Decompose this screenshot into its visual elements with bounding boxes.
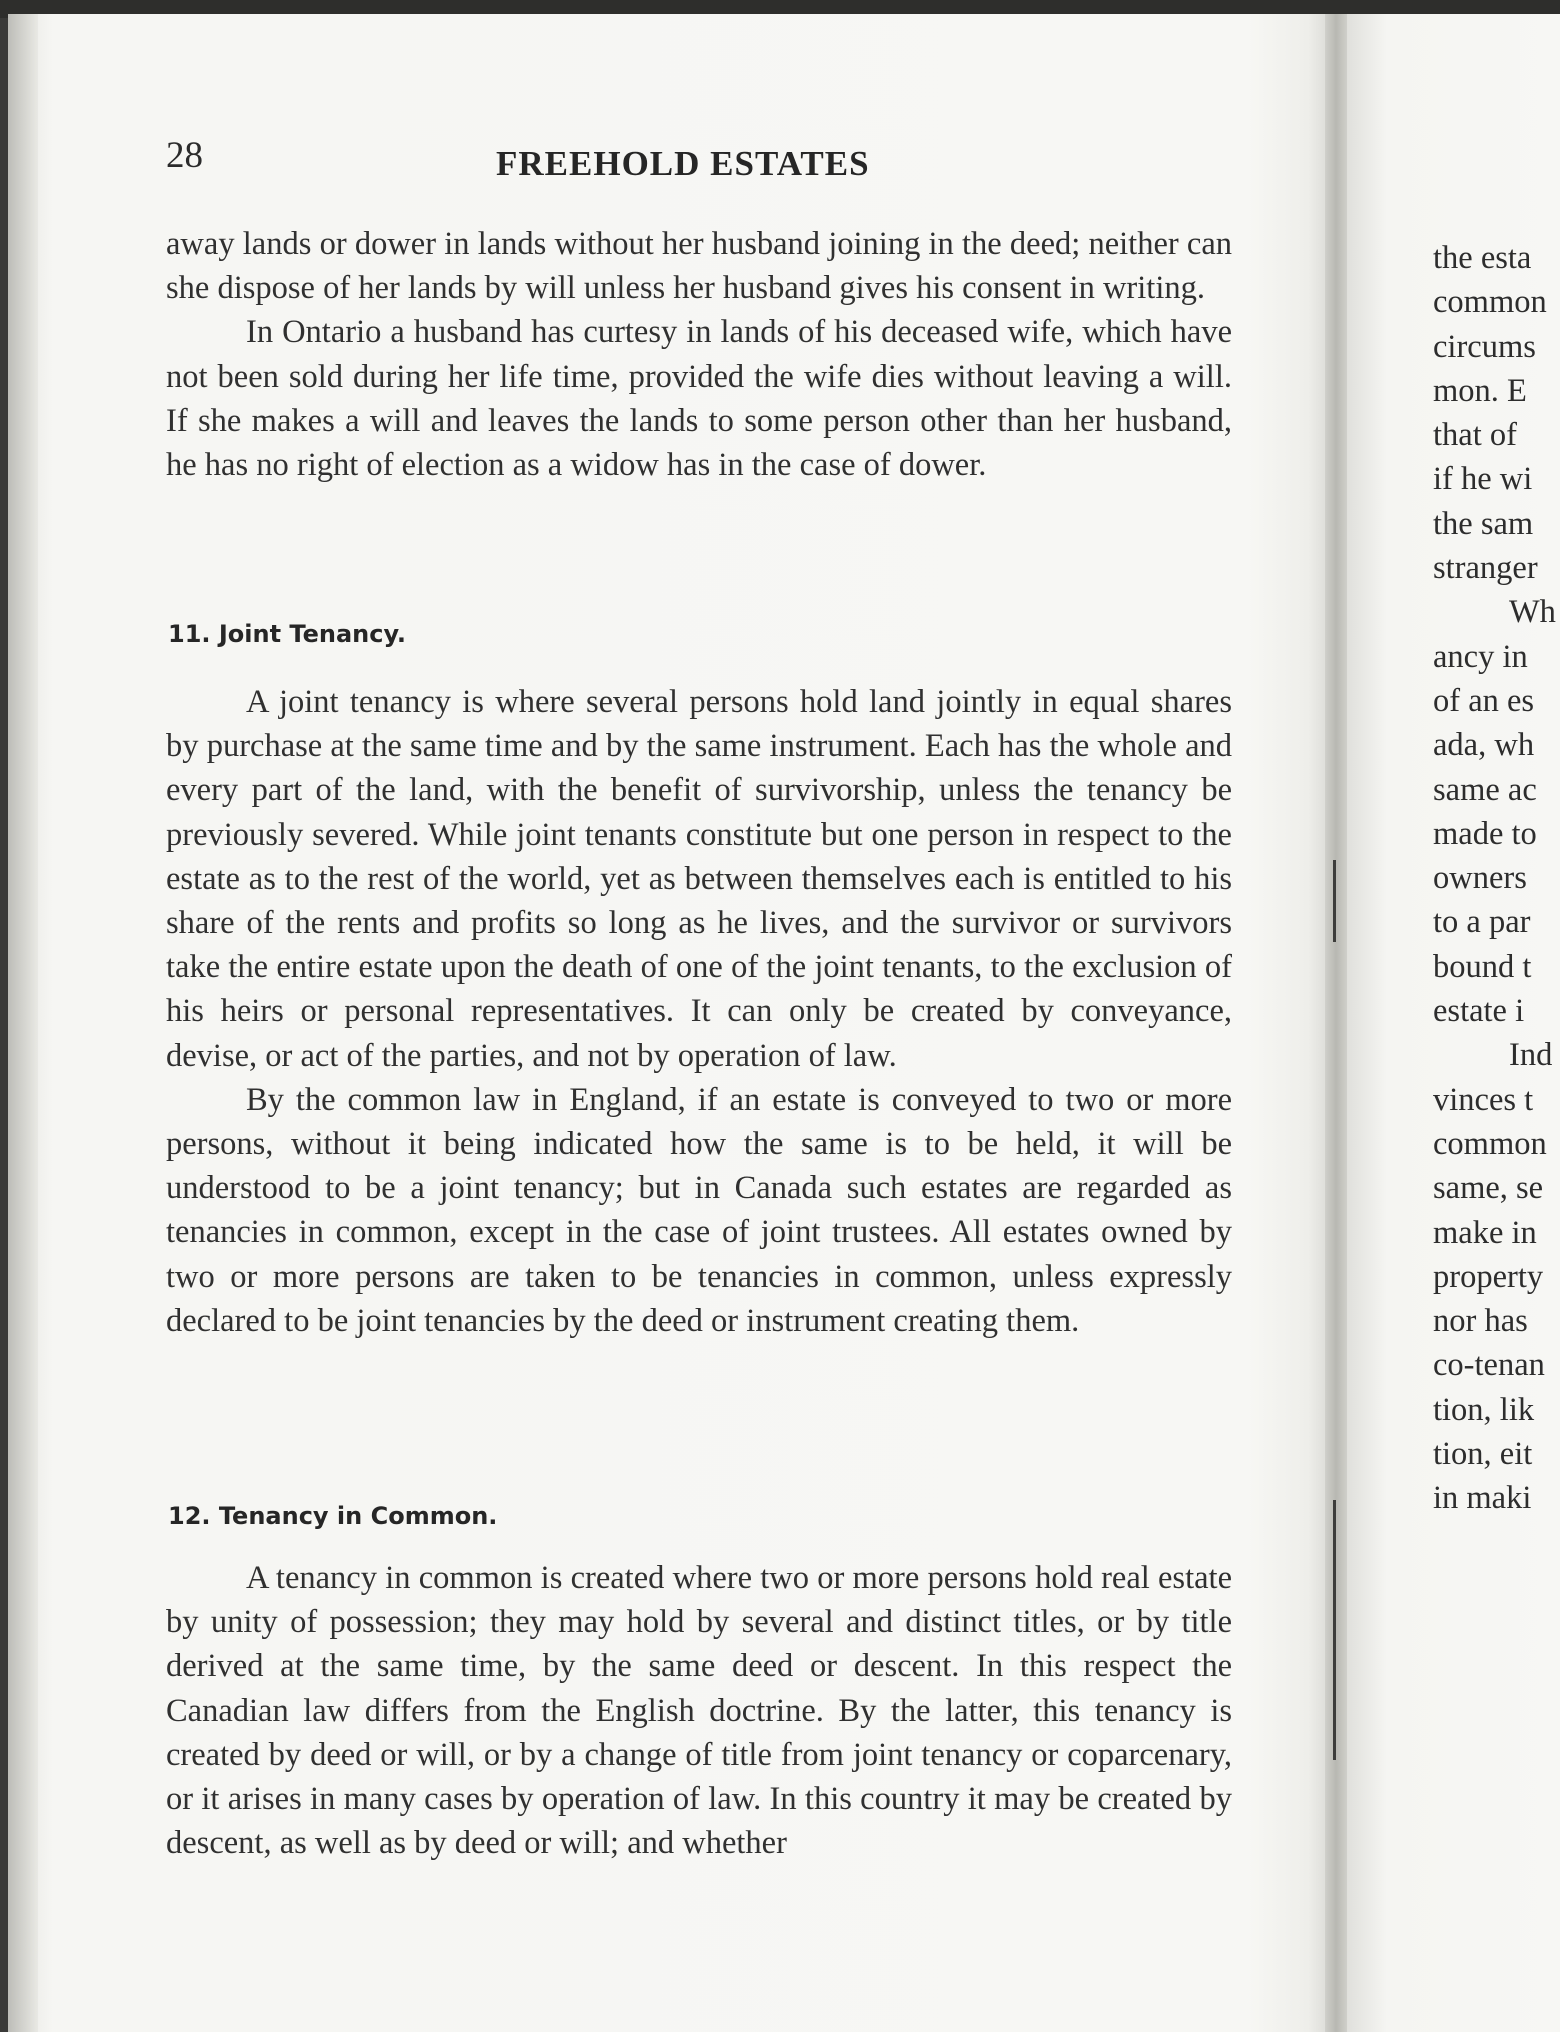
intro-text [166,222,1232,487]
facing-line: in maki [1433,1480,1532,1517]
left-page-edge [8,14,38,2032]
intro-paragraph-2: In Ontario a husband has curtesy in lands of his deceased wife, which have not been sold during her life time, provided the wife dies without leaving a will. If she makes a will and leaves the lands to some person other than her husband, he has no right of election as a widow has in the case of dower. [166,314,1232,484]
facing-line: same, se [1433,1170,1544,1207]
section-11-paragraph-2: By the common law in England, if an estate is conveyed to two or more persons, without it being indicated how the same is to be held, it will be understood to be a joint tenancy; but in Canada such estates are regarded as tenancies in common, except in the case of joint trustees. All estates owned by two or more persons are taken to be tenancies in common, unless expressly declared to be joint tenancies by the deed or instrument creating them. [166,1081,1232,1339]
facing-line: vinces t [1433,1081,1534,1118]
facing-line: owners [1433,860,1527,897]
section-11-body [166,680,1232,1343]
facing-line: common [1433,1125,1547,1162]
section-11-heading: 11. Joint Tenancy. [168,620,407,648]
facing-line: tion, lik [1433,1391,1535,1428]
intro-paragraph-1: away lands or dower in lands without her husband joining in the deed; neither can she dispose of her lands by will unless her husband gives his consent in writing. [166,226,1232,307]
facing-line: ada, wh [1433,727,1535,764]
section-12-body [166,1556,1232,1865]
facing-line: common [1433,284,1547,321]
facing-line: stranger [1433,550,1538,587]
facing-line: make in [1433,1214,1537,1251]
book-gutter [1325,14,1347,2032]
facing-line: if he wi [1433,461,1533,498]
running-head: FREEHOLD ESTATES [496,144,870,183]
facing-line: estate i [1433,993,1525,1030]
facing-line: to a par [1433,904,1531,941]
facing-line: made to [1433,815,1537,852]
facing-line: circums [1433,328,1536,365]
section-12-heading: 12. Tenancy in Common. [168,1502,498,1530]
facing-line: nor has [1433,1303,1528,1340]
facing-line: the esta [1433,240,1532,276]
facing-line: bound t [1433,948,1532,985]
facing-page-text [1433,236,1560,1521]
facing-line: Wh [1509,594,1556,631]
facing-line: co-tenan [1433,1347,1545,1384]
section-12-paragraph-1: A tenancy in common is created where two or more persons hold real estate by unity of possession; they may hold by several and distinct titles, or by title derived at the same time, by the same deed or descent. In this respect the Canadian law differs from the English doctrine. By the latter, this tenancy is created by deed or will, or by a change of title from joint tenancy or coparcenary, or it arises in many cases by operation of law. In this country it may be created by descent, as well as by deed or will; and whether [166,1560,1232,1862]
facing-line: same ac [1433,771,1537,808]
page-number: 28 [166,135,203,176]
section-11-paragraph-1: A joint tenancy is where several persons hold land jointly in equal shares by purchase at the same time and by the same instrument. Each has the whole and every part of the land, with the benefit of survivorship, unless the tenancy be previously severed. While joint tenants constitute but one person in respect to the estate as to the rest of the world, yet as between themselves each is entitled to his share of the rents and profits so long as he lives, and the survivor or survivors take the entire estate upon the death of one of the joint tenants, to the exclusion of his heirs or personal representatives. It can only be created by conveyance, devise, or act of the parties, and not by operation of law. [166,684,1232,1074]
facing-page [1347,14,1560,2032]
facing-line: tion, eit [1433,1436,1533,1473]
facing-line: that of [1433,417,1517,454]
facing-line: ancy in [1433,638,1528,675]
facing-line: mon. E [1433,372,1527,409]
facing-line: of an es [1433,682,1535,719]
gutter-mark [1333,860,1336,942]
gutter-mark [1333,1500,1336,1760]
facing-line: Ind [1509,1037,1553,1074]
facing-line: property [1433,1258,1544,1295]
facing-line: the sam [1433,505,1534,542]
